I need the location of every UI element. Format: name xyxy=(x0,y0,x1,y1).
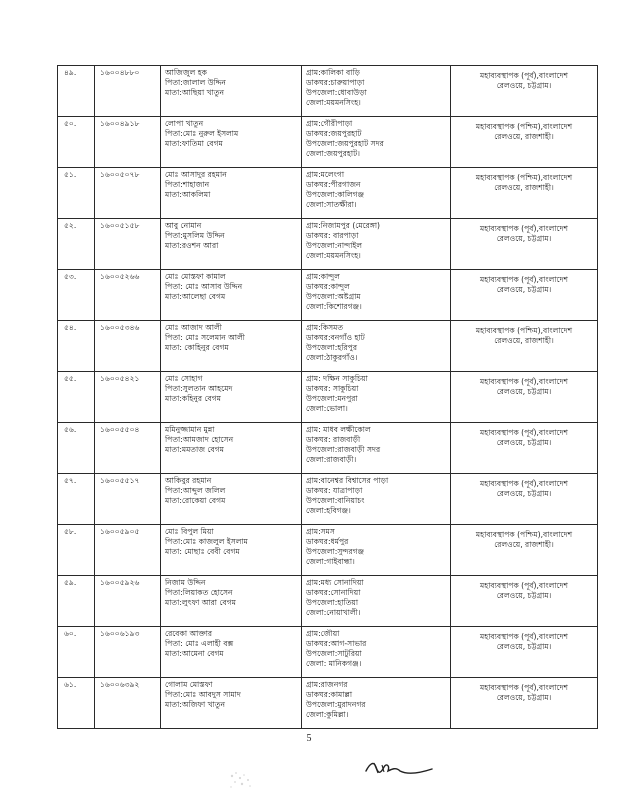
name-line: মাতা:কহিনুর বেগম xyxy=(165,394,221,403)
posting-line: মহাব্যবস্থাপক (পশ্চিম),বাংলাদেশ xyxy=(475,173,573,182)
posting-line: রেলওয়ে, চট্টগ্রাম। xyxy=(496,693,552,702)
address-line: গ্রাম: দক্ষিন সাকুচিয়া xyxy=(306,374,368,383)
name-line: পিতা: মোঃ সলেমান আলী xyxy=(165,333,245,342)
name-line: রেবেকা আক্তার xyxy=(165,629,213,638)
address-cell xyxy=(302,66,451,117)
posting-cell xyxy=(451,117,598,168)
address-line: জেলা:কুমিল্লা। xyxy=(306,710,349,719)
name-line: পিতা:সুলতান আহমেদ xyxy=(165,384,233,393)
name-line: মোঃ আজাদ আলী xyxy=(165,323,222,332)
address-line: উপজেলা:মুরাদনগর xyxy=(306,700,366,709)
serial-cell: ৫২. xyxy=(58,219,95,270)
name-line: পিতা:মুসলিম উদ্দিন xyxy=(165,231,225,240)
address-line: গ্রাম:মলেংগা xyxy=(306,170,345,179)
address-line: গ্রাম:কিসমত xyxy=(306,323,344,332)
name-line: পিতা:মোঃ আবদুস সামাদ xyxy=(165,690,241,699)
table-row xyxy=(58,66,598,117)
address-line: জেলা:জয়পুরহাট। xyxy=(306,149,360,158)
posting-cell xyxy=(451,576,598,627)
posting-cell xyxy=(451,474,598,525)
address-line: জেলা:রাজবাড়ী। xyxy=(306,455,357,464)
roll-cell: ১৬০০৫৯২৬ xyxy=(95,576,161,627)
candidate-table-body xyxy=(58,66,598,729)
posting-line: মহাব্যবস্থাপক (পূর্ব),বাংলাদেশ xyxy=(480,581,568,590)
serial-cell: ৫৫. xyxy=(58,372,95,423)
name-cell xyxy=(161,168,302,219)
address-cell xyxy=(302,219,451,270)
address-line: গ্রাম:গৌরীপাড়া xyxy=(306,119,353,128)
name-cell xyxy=(161,474,302,525)
address-line: উপজেলা:ধোবাউড়া xyxy=(306,88,367,97)
table-row xyxy=(58,219,598,270)
roll-cell: ১৬০০৫৯০৫ xyxy=(95,525,161,576)
address-line: জেলা: মানিকগঞ্জ। xyxy=(306,659,362,668)
name-line: আকিবুর রহমান xyxy=(165,476,212,485)
name-line: মাতা:রোকেয়া বেগম xyxy=(165,496,226,505)
name-cell xyxy=(161,66,302,117)
posting-cell xyxy=(451,627,598,678)
serial-cell: ৫১. xyxy=(58,168,95,219)
address-line: উপজেলা:কালিগঞ্জ xyxy=(306,190,365,199)
name-line: মাতা:রওশন আরা xyxy=(165,241,219,250)
address-line: উপজেলা:মনপুরা xyxy=(306,394,358,403)
roll-cell: ১৬০০৬৩৯২ xyxy=(95,678,161,729)
roll-cell: ১৬০০৪৯১৮ xyxy=(95,117,161,168)
address-line: উপজেলা:হাতিয়া xyxy=(306,598,359,607)
name-line: পিতা:জালাল উদ্দিন xyxy=(165,78,226,87)
name-line: মাতা: কোহিনুর বেগম xyxy=(165,343,229,352)
address-cell xyxy=(302,627,451,678)
table-row xyxy=(58,576,598,627)
posting-cell xyxy=(451,270,598,321)
posting-line: রেলওয়ে, চট্টগ্রাম। xyxy=(496,285,552,294)
address-line: ডাকঘর:ধর্মপুর xyxy=(306,537,349,546)
address-line: জেলা:গাইবান্ধা। xyxy=(306,557,355,566)
address-line: উপজেলা:সাটুরিয়া xyxy=(306,649,362,658)
posting-line: রেলওয়ে, চট্টগ্রাম। xyxy=(496,591,552,600)
name-cell xyxy=(161,372,302,423)
posting-cell xyxy=(451,168,598,219)
table-row xyxy=(58,321,598,372)
address-line: গ্রাম:রাজনগর xyxy=(306,680,348,689)
posting-line: রেলওয়ে, চট্টগ্রাম। xyxy=(496,642,552,651)
name-line: মাতা:আকলিমা xyxy=(165,190,211,199)
serial-cell: ৫০. xyxy=(58,117,95,168)
posting-line: মহাব্যবস্থাপক (পূর্ব),বাংলাদেশ xyxy=(480,71,568,80)
address-cell xyxy=(302,576,451,627)
serial-cell: ৪৯. xyxy=(58,66,95,117)
address-line: ডাকঘর: বারপাড়া xyxy=(306,231,359,240)
posting-line: মহাব্যবস্থাপক (পূর্ব),বাংলাদেশ xyxy=(480,632,568,641)
address-line: জেলা:ময়মনসিংহ। xyxy=(306,98,361,107)
address-line: উপজেলা:সুন্দরগঞ্জ xyxy=(306,547,365,556)
roll-cell: ১৬০০৫৫১৭ xyxy=(95,474,161,525)
name-line: পিতা:আমজাদ হোসেন xyxy=(165,435,234,444)
name-line: মমিনুজ্জামান মুন্না xyxy=(165,425,215,434)
address-cell xyxy=(302,372,451,423)
name-line: পিতা:আব্দুল জলিল xyxy=(165,486,226,495)
table-row xyxy=(58,678,598,729)
posting-line: রেলওয়ে, চট্টগ্রাম। xyxy=(496,438,552,447)
address-line: উপজেলা:রাজবাড়ী সদর xyxy=(306,445,381,454)
address-line: জেলা:ভোলা। xyxy=(306,404,348,413)
name-cell xyxy=(161,576,302,627)
table-row xyxy=(58,270,598,321)
address-line: উপজেলা:অষ্টগ্রাম xyxy=(306,292,361,301)
name-cell xyxy=(161,678,302,729)
address-cell xyxy=(302,117,451,168)
serial-cell: ৫৩. xyxy=(58,270,95,321)
address-line: গ্রাম:বানেশ্বর বিশ্বাসের পাড়া xyxy=(306,476,389,485)
serial-cell: ৫৮. xyxy=(58,525,95,576)
name-line: পিতা:লিয়াকত হোসেন xyxy=(165,588,233,597)
roll-cell: ১৬০০৫৩৪৬ xyxy=(95,321,161,372)
roll-cell: ১৬০০৬১৯৩ xyxy=(95,627,161,678)
serial-cell: ৬১. xyxy=(58,678,95,729)
name-line: মাতা: মোছাঃ বেবী বেগম xyxy=(165,547,240,556)
posting-line: রেলওয়ে, চট্টগ্রাম। xyxy=(496,489,552,498)
roll-cell: ১৬০০৫২৬৬ xyxy=(95,270,161,321)
posting-cell xyxy=(451,423,598,474)
name-line: আবু নোমান xyxy=(165,221,202,230)
address-line: জেলা:ময়মনসিংহ। xyxy=(306,251,361,260)
posting-line: মহাব্যবস্থাপক (পূর্ব),বাংলাদেশ xyxy=(480,683,568,692)
address-line: ডাকঘর:আগ-সাভার xyxy=(306,639,367,648)
table-row xyxy=(58,423,598,474)
address-line: জেলা:ঠাকুরগাঁও। xyxy=(306,353,358,362)
name-line: মাতা:মমতাজ বেগম xyxy=(165,445,224,454)
name-line: পিতা:মোঃ নুরুল ইসলাম xyxy=(165,129,239,138)
name-line: মোঃ সোহাগ xyxy=(165,374,203,383)
name-line: পিতা: মোঃ এলাহী বক্স xyxy=(165,639,234,648)
name-line: মাতা:আছিয়া খাতুন xyxy=(165,88,225,97)
name-cell xyxy=(161,219,302,270)
address-line: ডাকঘর: রাজবাড়ী xyxy=(306,435,361,444)
posting-cell xyxy=(451,678,598,729)
name-line: গোলাম মোস্তফা xyxy=(165,680,213,689)
posting-line: রেলওয়ে, রাজশাহী। xyxy=(494,183,554,192)
address-cell xyxy=(302,678,451,729)
name-cell xyxy=(161,627,302,678)
name-line: আজিজুল হক xyxy=(165,68,207,77)
table-row xyxy=(58,372,598,423)
candidate-table xyxy=(57,65,598,729)
posting-line: মহাব্যবস্থাপক (পূর্ব),বাংলাদেশ xyxy=(480,377,568,386)
address-cell xyxy=(302,321,451,372)
name-line: মাতা:আলেছা বেগম xyxy=(165,292,226,301)
posting-line: মহাব্যবস্থাপক (পশ্চিম),বাংলাদেশ xyxy=(475,530,573,539)
address-line: গ্রাম:জৌয়া xyxy=(306,629,340,638)
name-cell xyxy=(161,117,302,168)
name-line: মাতা:অজিফা খাতুন xyxy=(165,700,226,709)
table-row xyxy=(58,474,598,525)
address-line: জেলা:কিশোরগঞ্জ। xyxy=(306,302,362,311)
posting-line: মহাব্যবস্থাপক (পূর্ব),বাংলাদেশ xyxy=(480,224,568,233)
serial-cell: ৫৬. xyxy=(58,423,95,474)
name-line: পিতা:মোঃ কাজলুল ইসলাম xyxy=(165,537,248,546)
address-line: উপজেলা:বানিয়াচং xyxy=(306,496,365,505)
address-line: ডাকঘর:সোনাদিয়া xyxy=(306,588,361,597)
serial-cell: ৫৯. xyxy=(58,576,95,627)
posting-line: মহাব্যবস্থাপক (পূর্ব),বাংলাদেশ xyxy=(480,428,568,437)
address-line: ডাকঘর:জয়পুরহাট xyxy=(306,129,362,138)
name-line: মোঃ মোস্তফা কামাল xyxy=(165,272,226,281)
address-cell xyxy=(302,423,451,474)
address-cell xyxy=(302,525,451,576)
page-number: 5 xyxy=(306,733,312,744)
roll-cell: ১৬০০৫০৭৮ xyxy=(95,168,161,219)
signature-mark xyxy=(364,757,434,779)
serial-cell: ৫৪. xyxy=(58,321,95,372)
address-line: গ্রাম:মধ্য সোনাদিয়া xyxy=(306,578,364,587)
address-cell xyxy=(302,168,451,219)
address-line: ডাকঘর: সাকুচিয়া xyxy=(306,384,359,393)
posting-line: রেলওয়ে, চট্টগ্রাম। xyxy=(496,81,552,90)
address-cell xyxy=(302,270,451,321)
name-cell xyxy=(161,525,302,576)
address-line: ডাকঘর:কান্দুল xyxy=(306,282,350,291)
posting-line: রেলওয়ে, রাজশাহী। xyxy=(494,336,554,345)
address-line: গ্রাম:কালিকা বাড়ি xyxy=(306,68,360,77)
name-line: মাতা:আমেনা বেগম xyxy=(165,649,224,658)
address-line: জেলা:সাতক্ষীরা। xyxy=(306,200,357,209)
name-line: লোপা খাতুন xyxy=(165,119,204,128)
name-cell xyxy=(161,321,302,372)
table-row xyxy=(58,117,598,168)
address-line: গ্রাম:কান্দুল xyxy=(306,272,340,281)
address-line: ডাকঘর:কামাল্লা xyxy=(306,690,353,699)
name-line: পিতা:শাহাজান xyxy=(165,180,210,189)
address-line: উপজেলা:নান্দাইল xyxy=(306,241,362,250)
posting-line: রেলওয়ে, রাজশাহী। xyxy=(494,132,554,141)
roll-cell: ১৬০০৫৫০৪ xyxy=(95,423,161,474)
posting-line: রেলওয়ে, রাজশাহী। xyxy=(494,540,554,549)
address-cell xyxy=(302,474,451,525)
posting-line: রেলওয়ে, চট্টগ্রাম। xyxy=(496,387,552,396)
table-row xyxy=(58,627,598,678)
posting-line: মহাব্যবস্থাপক (পূর্ব),বাংলাদেশ xyxy=(480,275,568,284)
serial-cell: ৫৭. xyxy=(58,474,95,525)
address-line: গ্রাম:নিজামপুর (মেরেঙ্গা) xyxy=(306,221,381,230)
table-row xyxy=(58,168,598,219)
address-line: ডাকঘর:পীরগাজন xyxy=(306,180,361,189)
name-line: মাতা:ফাতিমা বেগম xyxy=(165,139,223,148)
roll-cell: ১৬০০৫১৫৮ xyxy=(95,219,161,270)
address-line: উপজেলা:হরিপুর xyxy=(306,343,358,352)
address-line: ডাকঘর:বনগাঁও হাট xyxy=(306,333,365,342)
name-line: পিতা: মোঃ আসাব উদ্দিন xyxy=(165,282,243,291)
posting-line: মহাব্যবস্থাপক (পশ্চিম),বাংলাদেশ xyxy=(475,326,573,335)
posting-line: রেলওয়ে, চট্টগ্রাম। xyxy=(496,234,552,243)
name-line: নিজাম উদ্দিন xyxy=(165,578,206,587)
address-line: গ্রাম:সমস xyxy=(306,527,335,536)
name-line: মোঃ বিপুল মিয়া xyxy=(165,527,214,536)
posting-cell xyxy=(451,525,598,576)
address-line: গ্রাম: মাধব লক্ষীকোল xyxy=(306,425,371,434)
address-line: ডাকঘর: যাত্রাপাড়া xyxy=(306,486,363,495)
address-line: জেলা:হবিগঞ্জ। xyxy=(306,506,351,515)
name-cell xyxy=(161,423,302,474)
address-line: জেলা:নোয়াখালী। xyxy=(306,608,361,617)
posting-line: মহাব্যবস্থাপক (পূর্ব),বাংলাদেশ xyxy=(480,479,568,488)
posting-cell xyxy=(451,219,598,270)
scan-smudge xyxy=(226,768,258,792)
name-cell xyxy=(161,270,302,321)
posting-cell xyxy=(451,372,598,423)
serial-cell: ৬০. xyxy=(58,627,95,678)
address-line: উপজেলা:জয়পুরহাট সদর xyxy=(306,139,384,148)
posting-cell xyxy=(451,66,598,117)
address-line: ডাকঘর:চারুয়াপাড়া xyxy=(306,78,365,87)
posting-line: মহাব্যবস্থাপক (পশ্চিম),বাংলাদেশ xyxy=(475,122,573,131)
posting-cell xyxy=(451,321,598,372)
name-line: মোঃ আসাদুর রহমান xyxy=(165,170,227,179)
roll-cell: ১৬০০৪৮৮০ xyxy=(95,66,161,117)
name-line: মাতা:লুৎফা আরা বেগম xyxy=(165,598,236,607)
roll-cell: ১৬০০৫৪২১ xyxy=(95,372,161,423)
table-row xyxy=(58,525,598,576)
